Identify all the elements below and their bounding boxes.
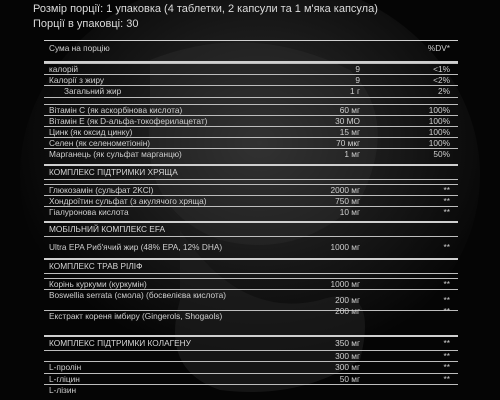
collagen-complex-heading: КОМПЛЕКС ПІДТРИМКИ КОЛАГЕНУ 350 мг **: [44, 335, 458, 350]
table-row: L-лізин: [44, 384, 458, 395]
table-row: Boswellia serrata (смола) (босвелієва кислота) 200 мг **: [44, 289, 458, 310]
table-row: Вітамін Е (як D-альфа-токоферилацетат) 30 МО 100%: [44, 115, 458, 126]
herbal-complex-heading: КОМПЛЕКС ТРАВ РІЛІФ: [44, 258, 458, 273]
serving-size-text: Розмір порції: 1 упаковка (4 таблетки, 2 капсули та 1 м'яка капсула): [33, 3, 378, 15]
table-header-row: [44, 41, 458, 55]
table-row: калорій 9 <1%: [44, 63, 458, 74]
table-row: Ultra EPA Риб'ячий жир (48% EPA, 12% DHA) 1000 мг **: [49, 242, 450, 253]
table-row: Екстракт кореня імбиру (Gingerols, Shogaols) 200 мг **: [44, 310, 458, 331]
table-row: L-гліцин 50 мг **: [44, 373, 458, 384]
table-row: Вітамін С (як аскорбінова кислота) 60 мг 100%: [44, 104, 458, 115]
amount-per-serving-label: Сума на порцію: [49, 43, 110, 53]
servings-per-container-text: Порції в упаковці: 30: [33, 18, 139, 30]
joint-complex-heading: КОМПЛЕКС ПІДТРИМКИ ХРЯЩА: [44, 164, 458, 179]
table-row: Цинк (як оксид цинку) 15 мг 100%: [44, 126, 458, 137]
efa-complex-heading: МОБІЛЬНИЙ КОМПЛЕКС EFA: [44, 221, 458, 236]
nutrition-table: [44, 40, 458, 395]
daily-value-label: %DV*: [427, 43, 450, 53]
table-row: Калорії з жиру 9 <2%: [44, 74, 458, 85]
table-row: Гіалуронова кислота 10 мг **: [44, 206, 458, 217]
table-row: Хондроїтин сульфат (з акулячого хряща) 750 мг **: [44, 195, 458, 206]
table-row: Селен (як селенометіонін) 70 мкг 100%: [44, 137, 458, 148]
table-row: Загальний жир 1 г 2%: [44, 85, 458, 96]
table-row: Глюкозамін (сульфат 2KCl) 2000 мг **: [44, 184, 458, 195]
table-row: Марганець (як сульфат марганцю) 1 мг 50%: [44, 148, 458, 159]
table-row: 300 мг **: [44, 350, 458, 361]
table-row: Корінь куркуми (куркумін) 1000 мг **: [44, 278, 458, 289]
table-row: L-пролін 300 мг **: [44, 361, 458, 372]
